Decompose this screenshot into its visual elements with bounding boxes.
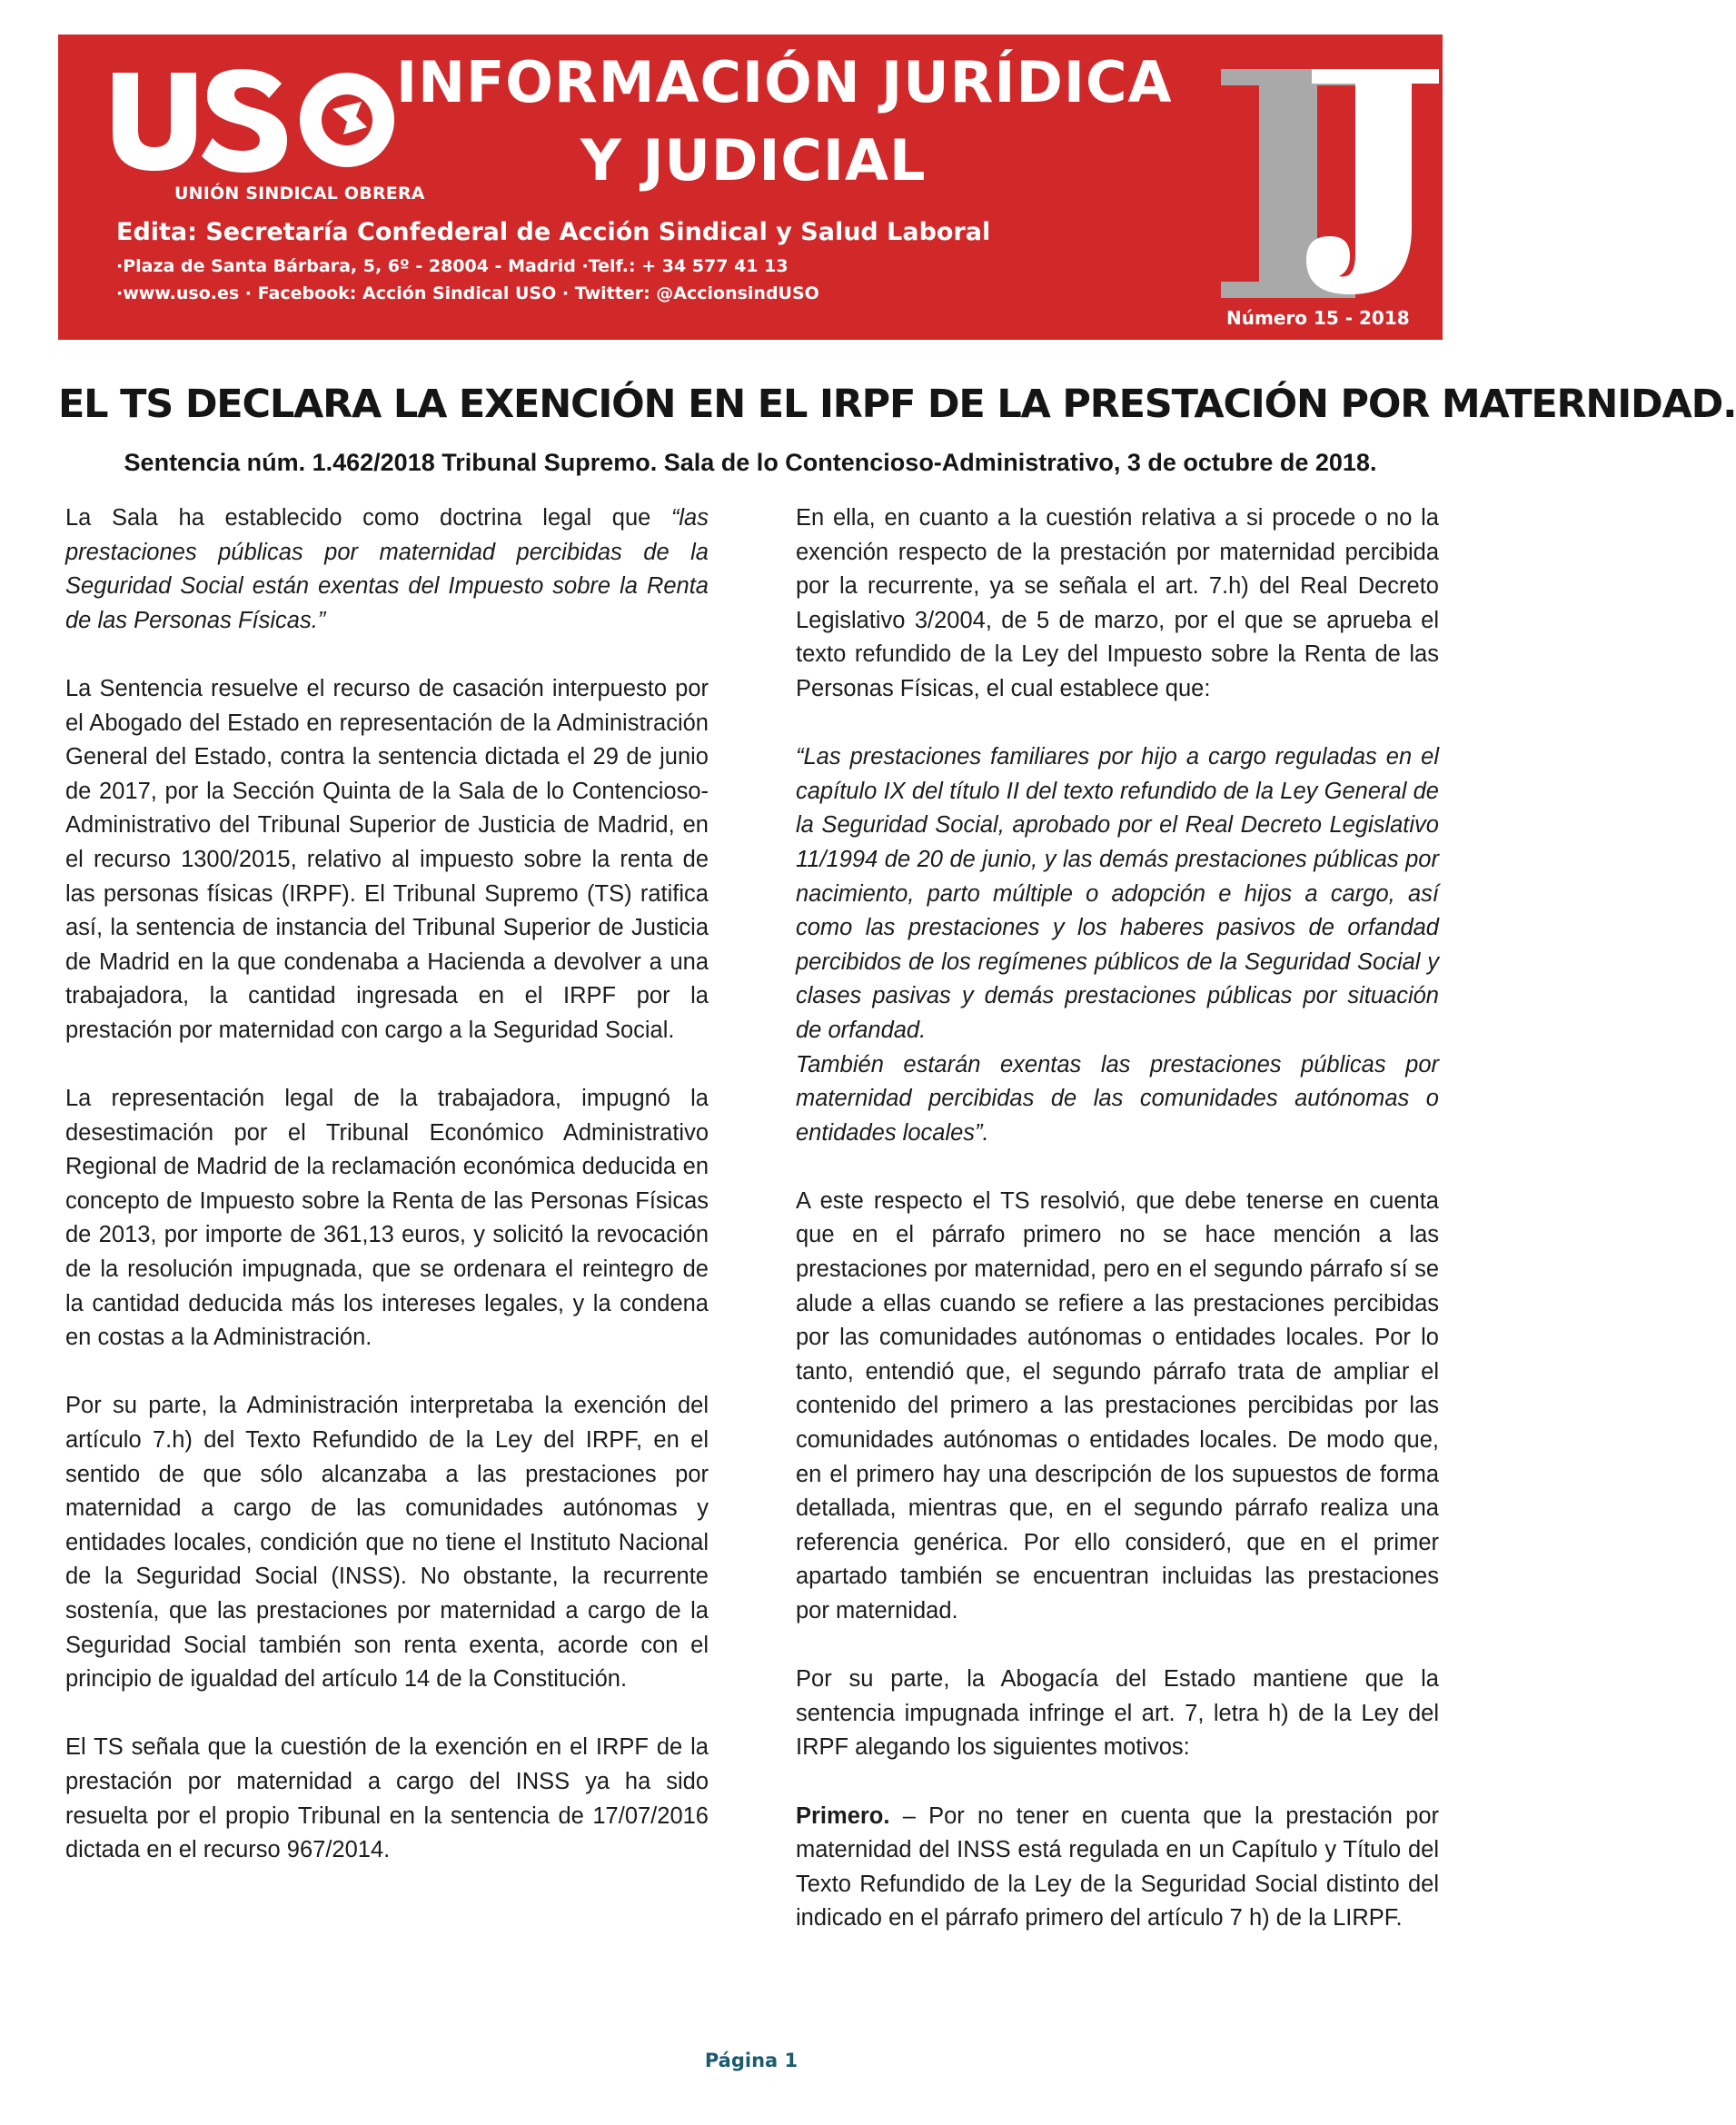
law-quote-continuation: También estarán exentas las prestaciones públicas por maternidad percibidas de las comunidades autónomas o entidades locales”. (796, 1051, 1439, 1146)
ij-monogram (1217, 49, 1444, 322)
title-line-1: INFORMACIÓN JURÍDICA (396, 49, 1173, 115)
paragraph: Por su parte, la Administración interpretaba la exención del artículo 7.h) del Texto Refundido de la Ley del IRPF, en el sentido de que sólo alcanzaba a las prestaciones por maternidad a cargo de las comunidades autónomas y entidades locales, condición que no tiene el Instituto Nacional de la Seguridad Social (INSS). No obstante, la recurrente sostenía, que las prestaciones por maternidad a cargo de la Seguridad Social también son renta exenta, acorde con el principio de igualdad del artículo 14 de la Constitución. (65, 1393, 709, 1693)
paragraph: En ella, en cuanto a la cuestión relativa a si procede o no la exención respecto de la prestación por maternidad percibida por la recurrente, ya se señala el art. 7.h) del Real Decreto Legislativo 3/2004, de 5 de marzo, por el que se aprueba el texto refundido de la Ley del Impuesto sobre la Renta de las Personas Físicas, el cual establece que: (796, 505, 1439, 701)
article-headline: EL TS DECLARA LA EXENCIÓN EN EL IRPF DE LA PRESTACIÓN POR MATERNIDAD. (58, 382, 1736, 427)
contacts-line: ·www.uso.es · Facebook: Acción Sindical USO · Twitter: @AccionsindUSO (116, 283, 819, 303)
paragraph (65, 501, 709, 638)
title-line-2: Y JUDICIAL (580, 127, 927, 194)
point-label: Primero. (796, 1802, 890, 1829)
header-banner (58, 35, 1443, 340)
law-quote: “Las prestaciones familiares por hijo a cargo reguladas en el capítulo IX del título II del texto refundido de la Ley General de la Seguridad Social, aprobado por el Real Decreto Legislativo 11/1994 de 20 de junio, y las demás prestaciones públicas por nacimiento, parto múltiple o adopción e hijos a cargo, así como las prestaciones y los haberes pasivos de orfandad percibidos de los regímenes públicos de la Seguridad Social y clases pasivas y demás prestaciones públicas por situación de orfandad. (796, 744, 1439, 1043)
editor-line: Edita: Secretaría Confederal de Acción Sindical y Salud Laboral (116, 218, 991, 246)
right-column (796, 501, 1439, 1971)
paragraph-lead: La Sala ha establecido como doctrina legal que (65, 505, 651, 531)
address-block (116, 253, 819, 307)
paragraph: La representación legal de la trabajadora, impugnó la desestimación por el Tribunal Económico Administrativo Regional de Madrid de la reclamación económica deducida en concepto de Impuesto sobre la Renta de las Personas Físicas de 2013, por importe de 361,13 euros, y solicitó la revocación de la resolución impugnada, que se ordenara el reintegro de la cantidad deducida más los intereses legales, y la condena en costas a la Administración. (65, 1086, 709, 1351)
publication-title (396, 44, 1268, 200)
issue-number: Número 15 - 2018 (1226, 307, 1410, 329)
paragraph: La Sentencia resuelve el recurso de casación interpuesto por el Abogado del Estado en representación de la Administración General del Estado, contra la sentencia dictada el 29 de junio de 2017, por la Sección Quinta de la Sala de lo Contencioso-Administrativo del Tribunal Superior de Justicia de Madrid, en el recurso 1300/2015, relativo al impuesto sobre la renta de las personas físicas (IRPF). El Tribunal Supremo (TS) ratifica así, la sentencia de instancia del Tribunal Superior de Justicia de Madrid en la que condenaba a Hacienda a devolver a una trabajadora, la cantidad ingresada en el IRPF por la prestación por maternidad con cargo a la Seguridad Social. (65, 675, 709, 1043)
logo-subtitle: UNIÓN SINDICAL OBRERA (174, 184, 425, 204)
page-number: Página 1 (704, 2050, 799, 2071)
left-column (65, 501, 709, 1902)
address-line: ·Plaza de Santa Bárbara, 5, 6º - 28004 - Madrid ·Telf.: + 34 577 41 13 (116, 256, 789, 276)
paragraph: Por su parte, la Abogacía del Estado mantiene que la sentencia impugnada infringe el art. 7, letra h) de la Ley del IRPF alegando los siguientes motivos: (796, 1666, 1439, 1761)
paragraph: A este respecto el TS resolvió, que debe tenerse en cuenta que en el párrafo primero no se hace mención a las prestaciones por maternidad, pero en el segundo párrafo sí se alude a ellas cuando se refiere a las prestaciones percibidas por las comunidades autónomas o entidades locales. Por lo tanto, entendió que, el segundo párrafo trata de ampliar el contenido del primero a las prestaciones percibidas por las comunidades autónomas o entidades locales. De modo que, en el primero hay una descripción de los supuestos de forma detallada, mientras que, en el segundo párrafo realiza una referencia genérica. Por ello consideró, que en el primer apartado también se encuentran incluidas las prestaciones por maternidad. (796, 1187, 1439, 1624)
article-subhead: Sentencia núm. 1.462/2018 Tribunal Supremo. Sala de lo Contencioso-Administrativo, 3 de octubre de 2018. (124, 449, 1377, 476)
paragraph (796, 1800, 1439, 1936)
doctrine-quote: “las prestaciones públicas por maternidad percibidas de la Seguridad Social están exentas del Impuesto sobre la Renta de las Personas Físicas.” (65, 505, 709, 633)
point-text: – Por no tener en cuenta que la prestación por maternidad del INSS está regulada en un Capítulo y Título del Texto Refundido de la Ley de la Seguridad Social distinto del indicado en el párrafo primero del artículo 7 h) de la LIRPF. (796, 1802, 1439, 1931)
uso-logo-mark (109, 56, 427, 174)
uso-logo (109, 56, 427, 211)
paragraph: El TS señala que la cuestión de la exención en el IRPF de la prestación por maternidad a cargo del INSS ya ha sido resuelta por el propio Tribunal en la sentencia de 17/07/2016 dictada en el recurso 967/2014. (65, 1734, 709, 1863)
